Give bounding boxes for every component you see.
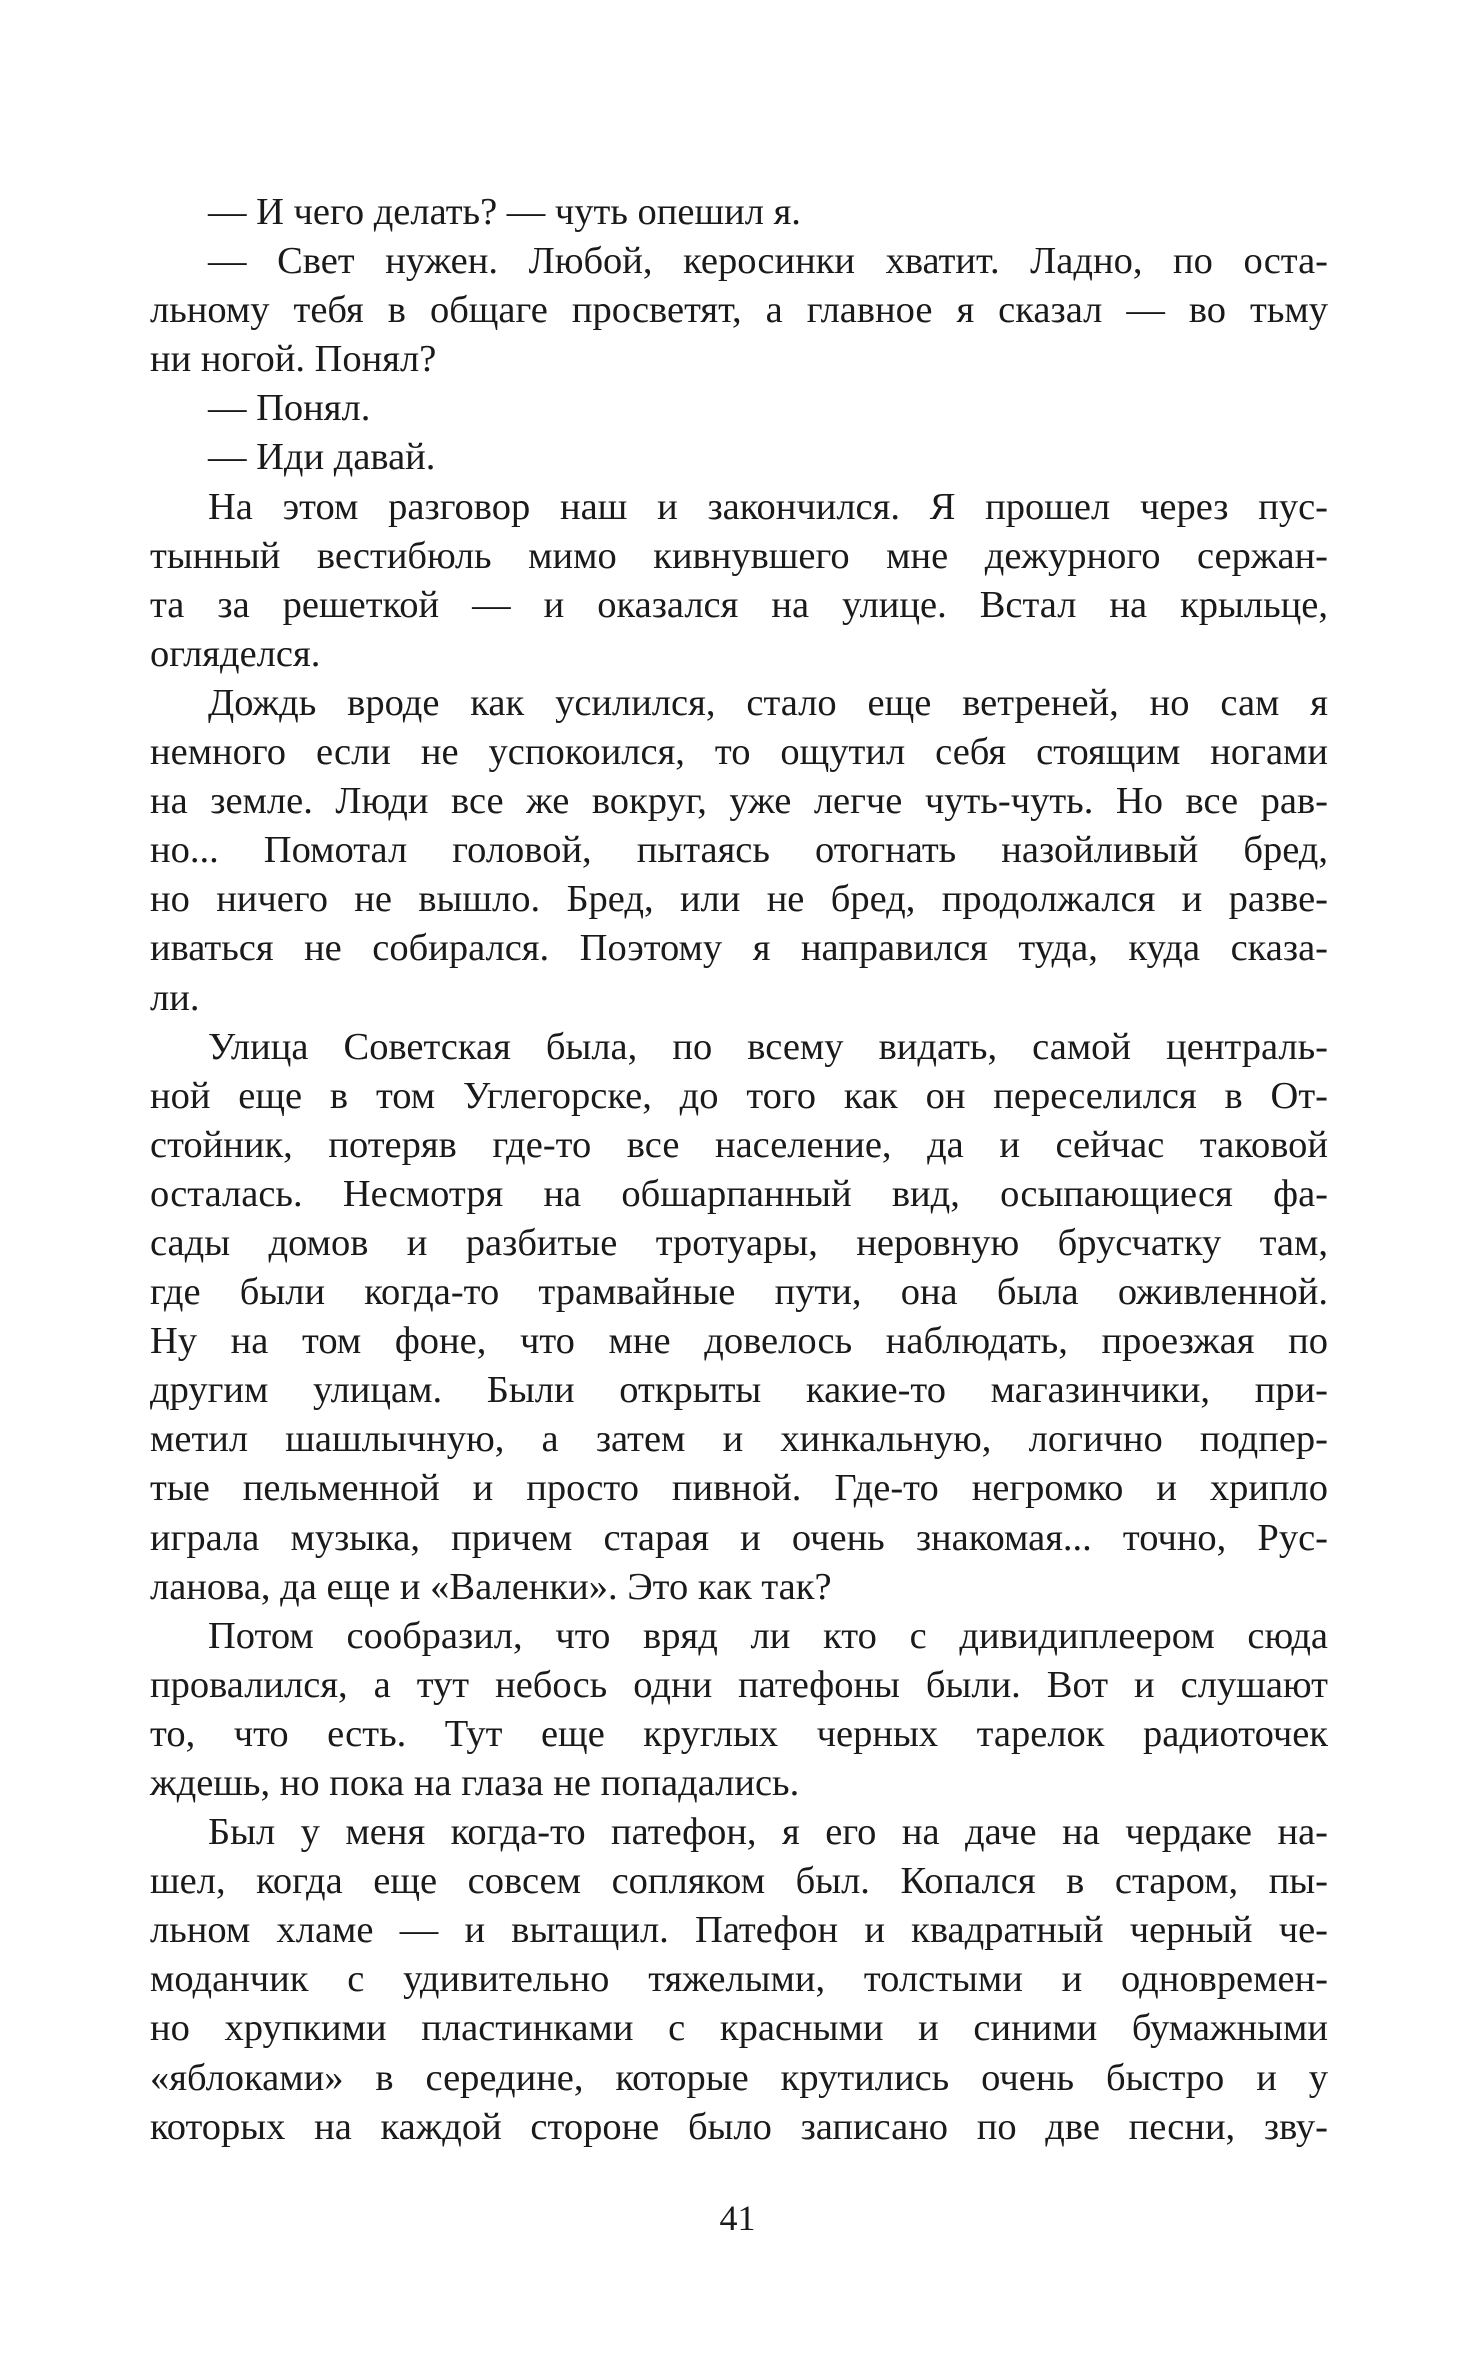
text-line: тые пельменной и просто пивной. Где-то негромко и хрипло bbox=[150, 1467, 1328, 1510]
text-line: Был у меня когда-то патефон, я его на даче на чердаке на- bbox=[208, 1811, 1328, 1854]
text-line: льному тебя в общаге просветят, а главное я сказал — во тьму bbox=[150, 289, 1328, 332]
text-line: — Свет нужен. Любой, керосинки хватит. Ладно, по оста- bbox=[208, 240, 1328, 283]
text-line: ной еще в том Углегорске, до того как он переселился в От- bbox=[150, 1074, 1328, 1117]
text-line: — И чего делать? — чуть опешил я. bbox=[208, 191, 801, 233]
text-line: но ничего не вышло. Бред, или не бред, продолжался и разве- bbox=[150, 878, 1328, 921]
text-line: — Иди давай. bbox=[208, 436, 436, 479]
text-line: играла музыка, причем старая и очень знакомая... точно, Рус- bbox=[150, 1516, 1328, 1559]
page-body-text bbox=[150, 188, 1328, 2152]
text-line: другим улицам. Были открыты какие-то магазинчики, при- bbox=[150, 1369, 1328, 1412]
text-line: шел, когда еще совсем сопляком был. Копался в старом, пы- bbox=[150, 1860, 1328, 1903]
text-line: метил шашлычную, а затем и хинкальную, логично подпер- bbox=[150, 1418, 1328, 1461]
text-line: моданчик с удивительно тяжелыми, толстыми и одновремен- bbox=[150, 1958, 1328, 2001]
text-line: иваться не собирался. Поэтому я направился туда, куда сказа- bbox=[150, 927, 1328, 970]
text-line: на земле. Люди все же вокруг, уже легче чуть-чуть. Но все рав- bbox=[150, 780, 1328, 823]
text-line: то, что есть. Тут еще круглых черных тарелок радиоточек bbox=[150, 1712, 1328, 1755]
text-line: ждешь, но пока на глаза не попадались. bbox=[150, 1762, 800, 1804]
text-line: Улица Советская была, по всему видать, самой централь- bbox=[208, 1025, 1328, 1068]
text-line: стойник, потеряв где-то все население, да и сейчас таковой bbox=[150, 1123, 1328, 1166]
page-number: 41 bbox=[719, 2198, 756, 2238]
text-line: огляделся. bbox=[150, 632, 321, 675]
text-line: осталась. Несмотря на обшарпанный вид, осыпающиеся фа- bbox=[150, 1172, 1328, 1215]
text-line: тынный вестибюль мимо кивнувшего мне дежурного сержан- bbox=[150, 534, 1328, 577]
text-line: которых на каждой стороне было записано по две песни, зву- bbox=[150, 2105, 1328, 2148]
text-line: льном хламе — и вытащил. Патефон и квадратный черный че- bbox=[150, 1909, 1328, 1952]
text-line: где были когда-то трамвайные пути, она была оживленной. bbox=[150, 1271, 1328, 1314]
text-line: ни ногой. Понял? bbox=[150, 338, 437, 381]
text-line: На этом разговор наш и закончился. Я прошел через пус- bbox=[208, 485, 1328, 528]
text-line: Дождь вроде как усилился, стало еще ветреней, но сам я bbox=[208, 681, 1328, 724]
text-line: но... Помотал головой, пытаясь отогнать назойливый бред, bbox=[150, 829, 1328, 872]
text-line: Ну на том фоне, что мне довелось наблюдать, проезжая по bbox=[150, 1320, 1328, 1363]
text-line: ли. bbox=[150, 976, 200, 1019]
text-line: но хрупкими пластинками с красными и синими бумажными bbox=[150, 2007, 1328, 2050]
text-line: Потом сообразил, что вряд ли кто с дивидиплеером сюда bbox=[208, 1614, 1328, 1657]
text-line: «яблоками» в середине, которые крутились очень быстро и у bbox=[150, 2056, 1328, 2099]
text-line: немного если не успокоился, то ощутил себя стоящим ногами bbox=[150, 731, 1328, 774]
text-line: провалился, а тут небось одни патефоны были. Вот и слушают bbox=[150, 1663, 1328, 1706]
text-line: — Понял. bbox=[208, 387, 371, 430]
text-line: сады домов и разбитые тротуары, неровную брусчатку там, bbox=[150, 1221, 1328, 1264]
text-line: та за решеткой — и оказался на улице. Встал на крыльце, bbox=[150, 583, 1328, 626]
text-line: ланова, да еще и «Валенки». Это как так? bbox=[150, 1565, 832, 1608]
